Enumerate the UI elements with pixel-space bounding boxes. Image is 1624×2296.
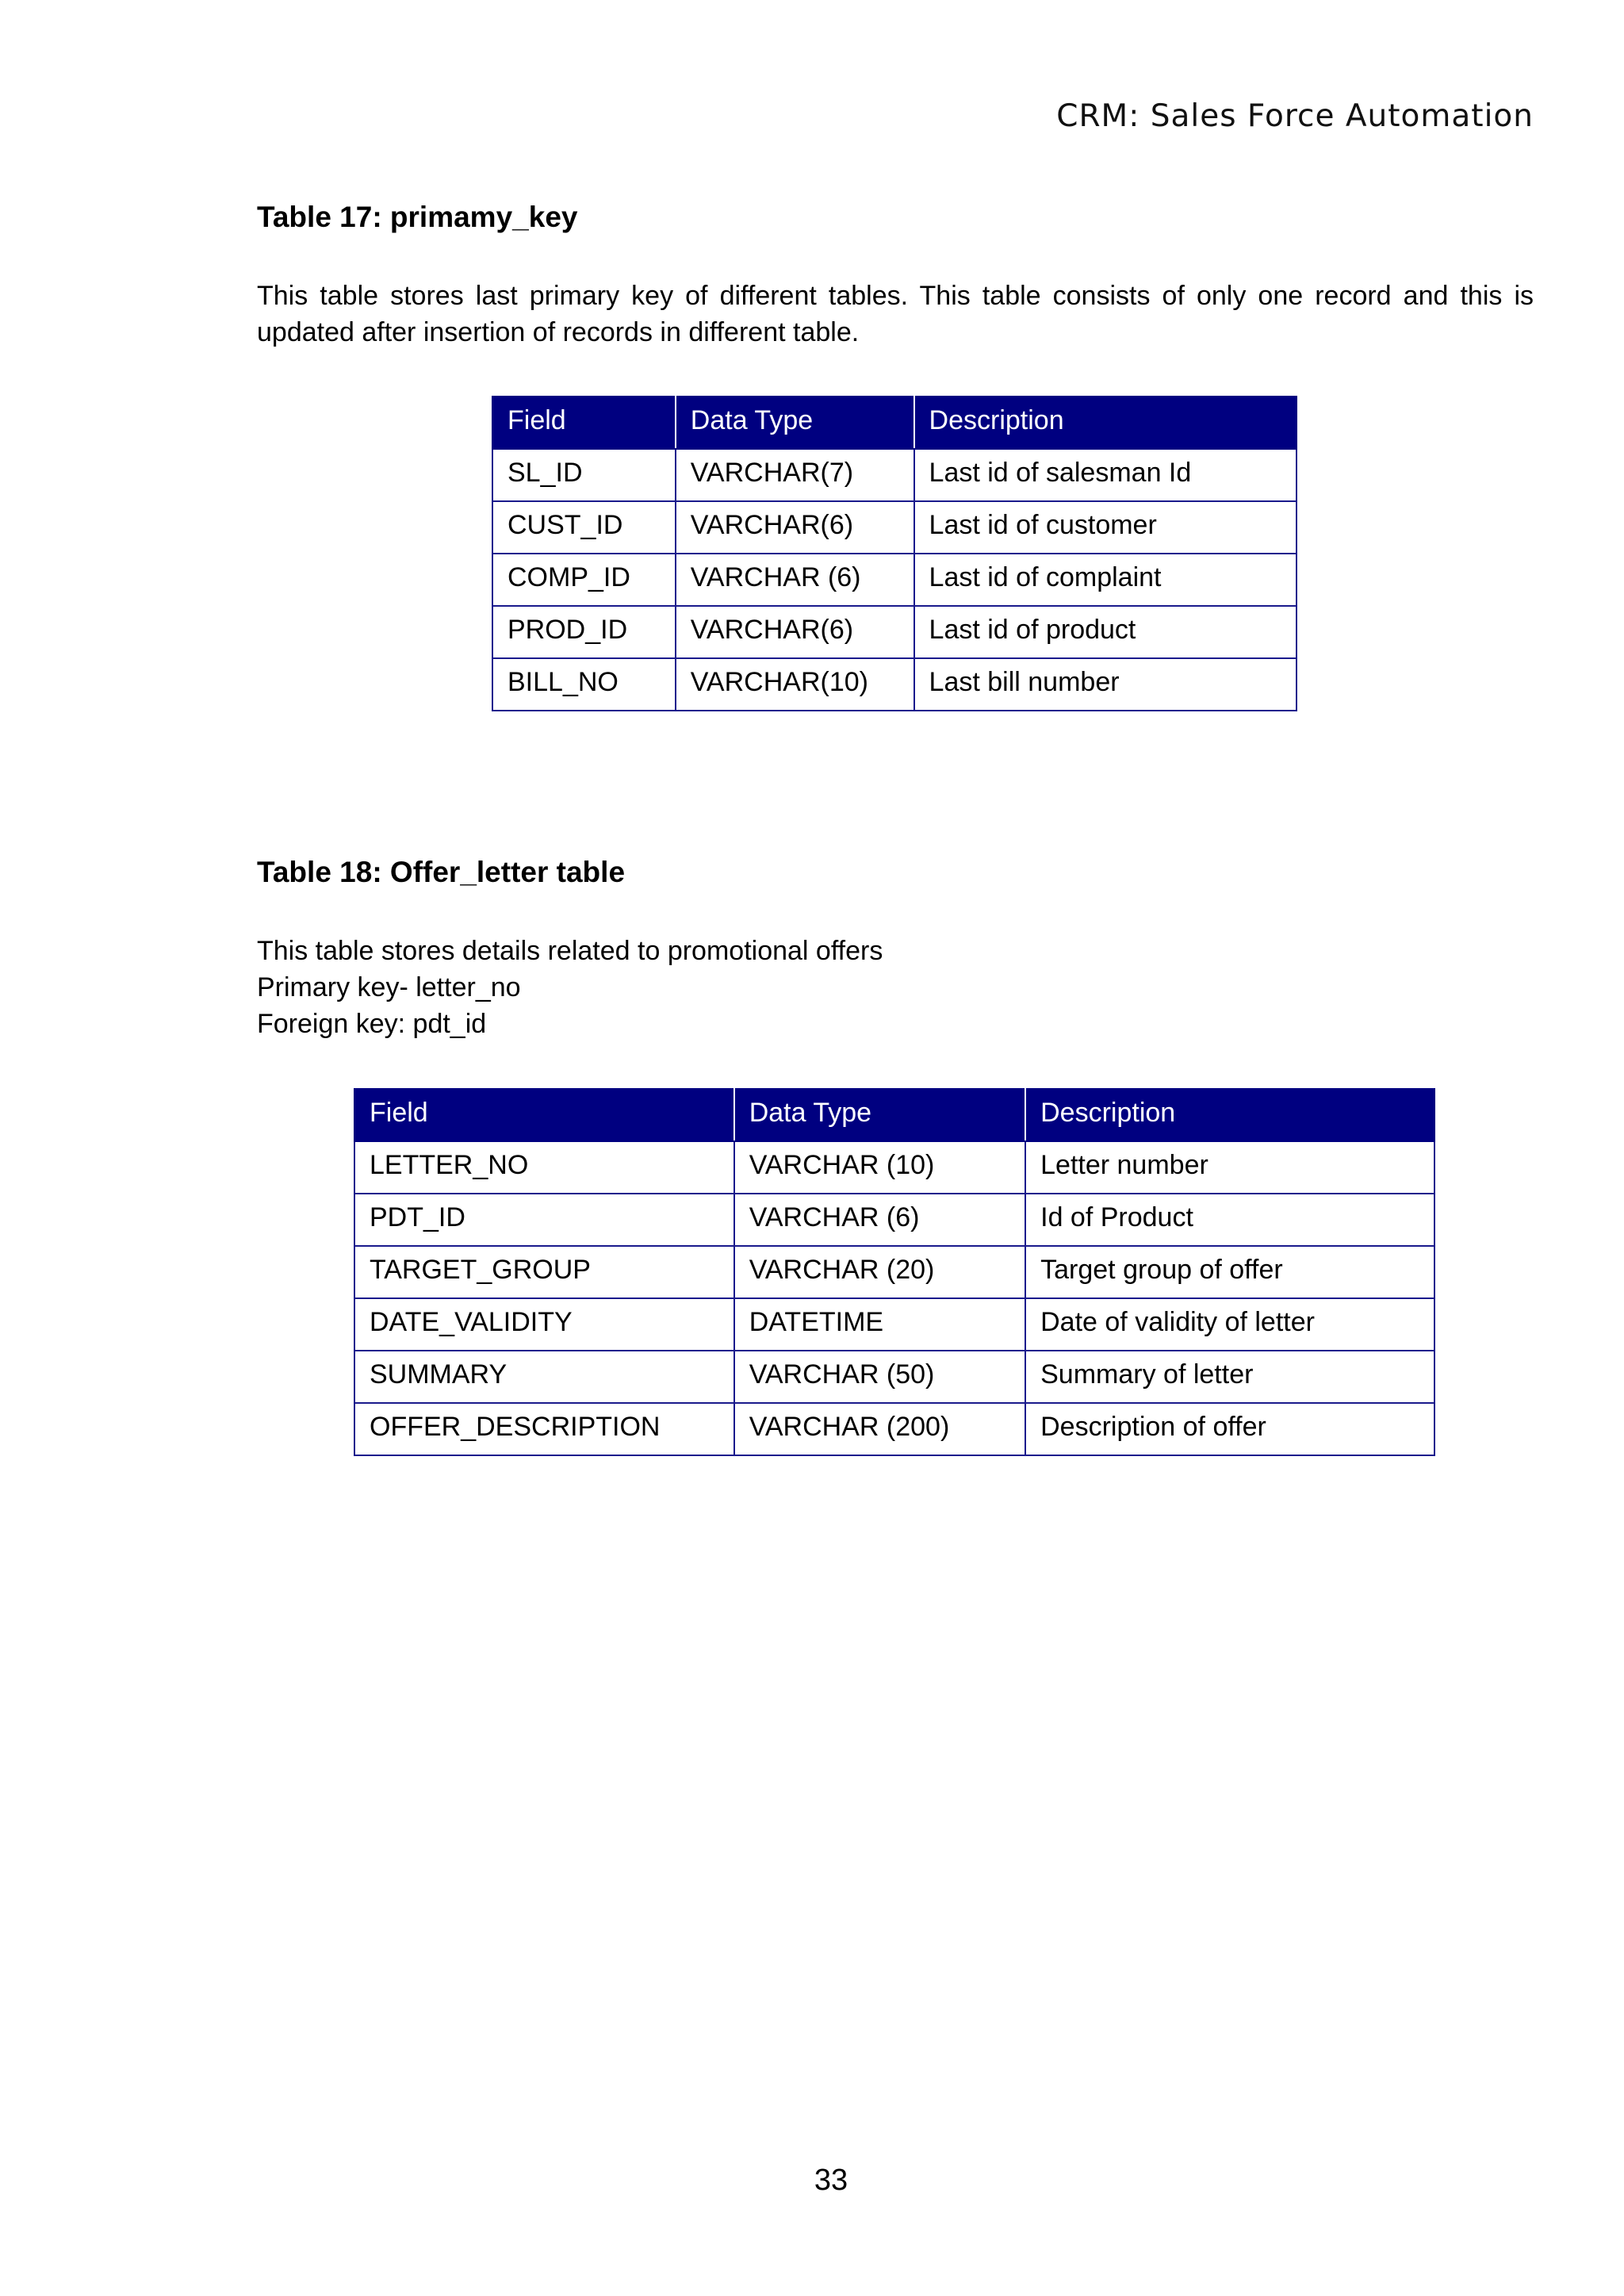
description-line: updated after insertion of records in different table. [257,317,860,347]
field-cell: OFFER_DESCRIPTION [354,1403,734,1455]
field-cell: DATE_VALIDITY [354,1298,734,1351]
field-cell: SUMMARY [354,1351,734,1403]
data-type-cell: VARCHAR(10) [676,658,914,711]
table-18-title: Table 18: Offer_letter table [257,856,626,888]
page-header-title: CRM: Sales Force Automation [1056,98,1534,134]
field-cell: PROD_ID [492,606,676,658]
table-row [354,1141,1434,1194]
data-type-cell: VARCHAR (6) [734,1194,1025,1246]
primary-key-note: Primary key- letter_no [257,972,521,1002]
offer-letter-table [354,1088,1435,1456]
description-cell: Last id of customer [914,501,1297,554]
foreign-key-note: Foreign key: pdt_id [257,1009,487,1039]
data-type-cell: VARCHAR(7) [676,449,914,501]
description-cell: Last id of salesman Id [914,449,1297,501]
description-cell: Letter number [1025,1141,1434,1194]
table-row [492,501,1297,554]
data-type-cell: DATETIME [734,1298,1025,1351]
description-cell: Target group of offer [1025,1246,1434,1298]
column-header-description: Description [914,397,1297,449]
description-cell: Summary of letter [1025,1351,1434,1403]
table-row [354,1351,1434,1403]
table-row [354,1194,1434,1246]
description-cell: Id of Product [1025,1194,1434,1246]
data-type-cell: VARCHAR (200) [734,1403,1025,1455]
field-cell: COMP_ID [492,554,676,606]
description-cell: Description of offer [1025,1403,1434,1455]
field-cell: CUST_ID [492,501,676,554]
column-header-description: Description [1025,1089,1434,1141]
table-row [492,606,1297,658]
table-18-description: This table stores details related to promotional offers [257,936,883,966]
table-17-description [257,278,1534,351]
description-cell: Last id of complaint [914,554,1297,606]
data-type-cell: VARCHAR (50) [734,1351,1025,1403]
field-cell: BILL_NO [492,658,676,711]
field-cell: LETTER_NO [354,1141,734,1194]
data-type-cell: VARCHAR (20) [734,1246,1025,1298]
data-type-cell: VARCHAR(6) [676,606,914,658]
table-header-row [492,397,1297,449]
column-header-data-type: Data Type [676,397,914,449]
table-row [354,1246,1434,1298]
page-number: 33 [814,2164,848,2197]
field-cell: TARGET_GROUP [354,1246,734,1298]
field-cell: SL_ID [492,449,676,501]
table-row [492,658,1297,711]
column-header-field: Field [354,1089,734,1141]
description-cell: Last bill number [914,658,1297,711]
data-type-cell: VARCHAR (6) [676,554,914,606]
column-header-field: Field [492,397,676,449]
table-18-description-block [257,933,1534,1042]
table-row [354,1403,1434,1455]
table-header-row [354,1089,1434,1141]
description-cell: Date of validity of letter [1025,1298,1434,1351]
table-row [354,1298,1434,1351]
column-header-data-type: Data Type [734,1089,1025,1141]
table-17-title: Table 17: primamy_key [257,201,578,233]
data-type-cell: VARCHAR(6) [676,501,914,554]
description-line: This table stores last primary key of different tables. This table consists of only one record and this is [257,281,1534,311]
table-row [492,554,1297,606]
description-cell: Last id of product [914,606,1297,658]
data-type-cell: VARCHAR (10) [734,1141,1025,1194]
table-row [492,449,1297,501]
field-cell: PDT_ID [354,1194,734,1246]
primary-key-table [492,396,1297,711]
